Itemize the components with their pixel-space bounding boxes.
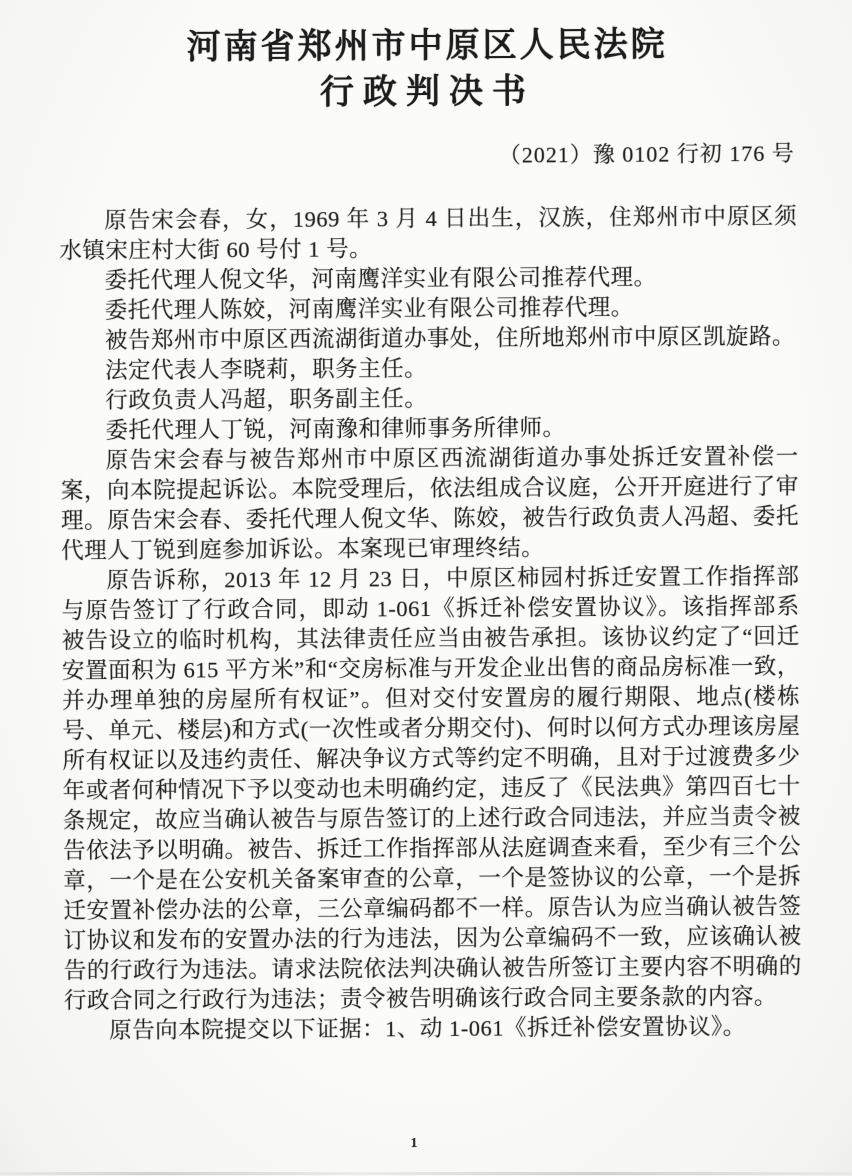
- paragraph: 委托代理人陈姣，河南鹰洋实业有限公司推荐代理。: [104, 294, 634, 323]
- body-paragraphs: [59, 202, 802, 1046]
- paragraph: 委托代理人丁锐，河南豫和律师事务所律师。: [105, 415, 566, 443]
- page-number: 1: [410, 1136, 418, 1151]
- paragraph: 被告郑州市中原区西流湖街道办事处，住所地郑州市中原区凯旋路。: [104, 323, 796, 353]
- paragraph: 原告向本院提交以下证据：1、动 1-061《拆迁补偿安置协议》。: [109, 1014, 746, 1043]
- paragraph: 法定代表人李晓莉，职务主任。: [105, 356, 428, 383]
- case-number: （2021）豫 0102 行初 176 号: [498, 140, 795, 168]
- document-content: [58, 22, 802, 1046]
- paragraph: 原告宋会春与被告郑州市中原区西流湖街道办事处拆迁安置补偿一案，向本院提起诉讼。本院受理后，依法组成合议庭，公开开庭进行了审理。原告宋会春、委托代理人倪文华、陈姣，被告行政负责人冯超、委托代理人丁锐到庭参加诉讼。本案现已审理终结。: [60, 443, 800, 564]
- document-type-title: 行政判决书: [319, 73, 536, 112]
- paragraph: 原告宋会春，女，1969 年 3 月 4 日出生，汉族，住郑州市中原区须水镇宋庄村大街 60 号付 1 号。: [59, 203, 798, 264]
- scan-edge-artifact: [0, 1172, 852, 1175]
- paragraph: 原告诉称，2013 年 12 月 23 日，中原区柿园村拆迁安置工作指挥部与原告签订了行政合同，即动 1-061《拆迁补偿安置协议》。该指挥部系被告设立的临时机构，其法律责任应当由被告承担。该协议约定了“回迁安置面积为 615 平方米”和“交房标准与开发企业出售的商品房标准一致，并办理单独的房屋所有权证”。但对交付安置房的履行期限、地点(楼栋号、单元、楼层)和方式(一次性或者分期交付)、何时以何方式办理该房屋所有权证以及违约责任、解决争议方式等约定不明确，且对于过渡费多少年或者何种情况下予以变动也未明确约定，违反了《民法典》第四百七十条规定，故应当确认被告与原告签订的上述行政合同违法，并应当责令被告依法予以明确。被告、拆迁工作指挥部从法庭调查来看，至少有三个公章，一个是在公安机关备案审查的公章，一个是签协议的公章，一个是拆迁安置补偿办法的公章，三公章编码都不一样。原告认为应当确认被告签订协议和发布的安置办法的行为违法，因为公章编码不一致，应该确认被告的行政行为违法。请求法院依法判决确认被告所签订主要内容不明确的行政合同之行政行为违法；责令被告明确该行政合同主要条款的内容。: [61, 563, 802, 1014]
- paragraph: 委托代理人倪文华，河南鹰洋实业有限公司推荐代理。: [104, 264, 657, 293]
- court-name-title: 河南省郑州市中原区人民法院: [186, 26, 668, 67]
- paragraph: 行政负责人冯超，职务副主任。: [105, 386, 428, 413]
